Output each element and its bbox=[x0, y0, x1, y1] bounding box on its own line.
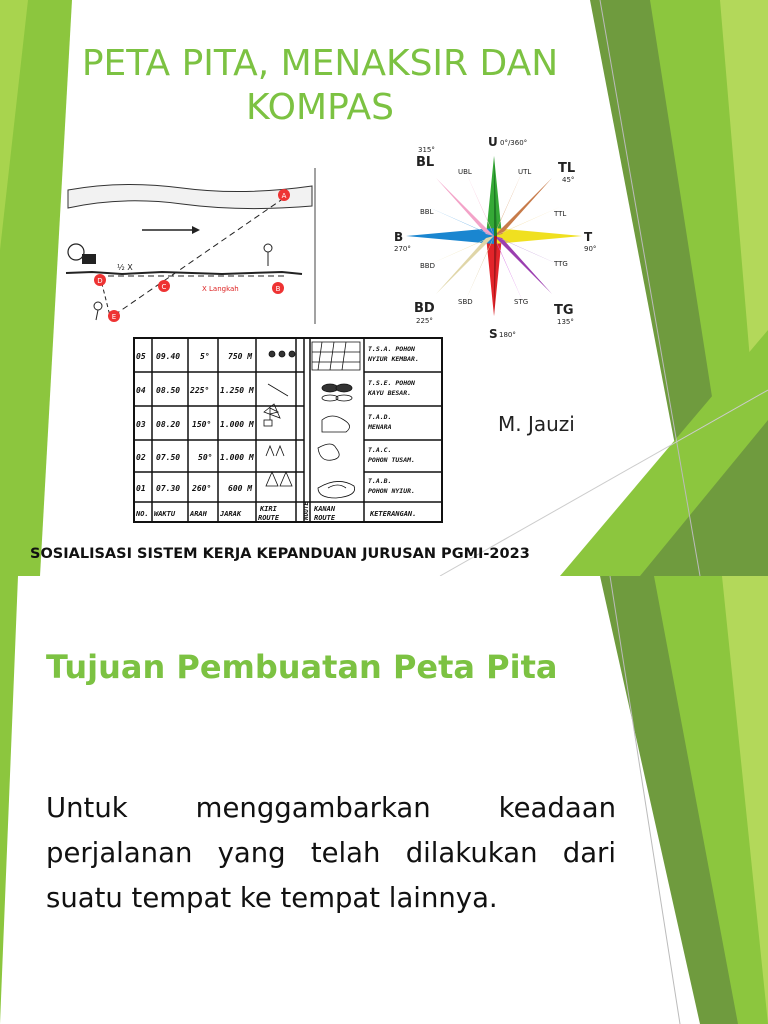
header-keterangan: KETERANGAN. bbox=[370, 510, 417, 518]
measuring-sketch bbox=[62, 168, 322, 328]
cell-keterangan: T.A.B. bbox=[368, 477, 392, 485]
compass-stg-label: STG bbox=[514, 298, 529, 306]
cell-keterangan: POHON TUSAM. bbox=[368, 456, 415, 464]
cell-jarak: 1.000 M bbox=[220, 420, 254, 429]
compass-bl-label: BL bbox=[416, 155, 435, 170]
compass-utl-label: UTL bbox=[518, 168, 532, 176]
compass-ttg-label: TTG bbox=[554, 260, 568, 268]
cell-arah: 50° bbox=[198, 453, 213, 462]
compass-b-label: B bbox=[394, 230, 404, 244]
header-waktu: WAKTU bbox=[154, 510, 176, 518]
header-no: NO. bbox=[136, 510, 149, 518]
cell-waktu: 07.30 bbox=[156, 484, 181, 493]
cell-keterangan: KAYU BESAR. bbox=[368, 389, 412, 397]
langkah-label: X Langkah bbox=[202, 285, 239, 293]
compass-bd-deg: 225° bbox=[416, 317, 433, 325]
cell-waktu: 07.50 bbox=[156, 453, 181, 462]
header-kiri-route: ROUTE bbox=[258, 514, 280, 522]
cell-keterangan: T.A.C. bbox=[368, 446, 392, 454]
compass-bbl-label: BBL bbox=[420, 208, 434, 216]
cell-no: 02 bbox=[136, 453, 146, 462]
slide-body-text: Untuk menggambarkan keadaan perjalanan yang telah dilakukan dari suatu tempat ke tempat lainnya. bbox=[46, 792, 616, 914]
cell-keterangan: T.S.A. POHON bbox=[368, 345, 415, 353]
point-e-label: E bbox=[111, 313, 117, 321]
cell-jarak: 600 M bbox=[228, 484, 253, 493]
compass-b-deg: 270° bbox=[394, 245, 411, 253]
slide-title: Tujuan Pembuatan Peta Pita bbox=[46, 648, 558, 686]
compass-ttl-label: TTL bbox=[554, 210, 567, 218]
cell-arah: 150° bbox=[192, 420, 212, 429]
compass-bbd-label: BBD bbox=[420, 262, 435, 270]
compass-tg-label: TG bbox=[554, 303, 574, 318]
cell-arah: 225° bbox=[190, 386, 210, 395]
point-b-label: B bbox=[275, 285, 281, 293]
header-kanan-route: ROUTE bbox=[314, 514, 336, 522]
fraction-label: ½ X bbox=[117, 263, 133, 272]
point-d-label: D bbox=[97, 277, 103, 285]
compass-u-label: U bbox=[488, 135, 498, 149]
header-jarak: JARAK bbox=[220, 510, 242, 518]
compass-tl-deg: 45° bbox=[562, 176, 575, 184]
content-slide bbox=[0, 576, 768, 1024]
point-a-label: A bbox=[281, 192, 287, 200]
cell-jarak: 1.250 M bbox=[220, 386, 254, 395]
slide-title bbox=[60, 42, 580, 130]
point-c-label: C bbox=[161, 283, 167, 291]
cell-arah: 260° bbox=[192, 484, 212, 493]
route-table bbox=[132, 336, 444, 526]
header-kiri: KIRI bbox=[260, 505, 277, 513]
cell-keterangan: MENARA bbox=[368, 423, 392, 431]
cell-keterangan: T.S.E. POHON bbox=[368, 379, 415, 387]
compass-tl-label: TL bbox=[558, 161, 576, 176]
compass-t-label: T bbox=[584, 230, 593, 244]
compass-bl-deg: 315° bbox=[418, 146, 435, 154]
cell-arah: 5° bbox=[200, 352, 210, 361]
compass-bd-label: BD bbox=[414, 301, 435, 316]
compass-tg-deg: 135° bbox=[557, 318, 574, 326]
author-name: M. Jauzi bbox=[498, 412, 575, 436]
cell-waktu: 08.50 bbox=[156, 386, 181, 395]
title-line-1: PETA PITA, MENAKSIR DAN bbox=[81, 43, 559, 84]
title-line-2: KOMPAS bbox=[246, 87, 394, 128]
cell-jarak: 750 M bbox=[228, 352, 253, 361]
cell-no: 03 bbox=[136, 420, 146, 429]
cell-keterangan: POHON NYIUR. bbox=[368, 487, 415, 495]
compass-ubl-label: UBL bbox=[458, 168, 472, 176]
header-kanan: KANAN bbox=[314, 505, 336, 513]
cell-no: 04 bbox=[136, 386, 146, 395]
compass-rose bbox=[390, 134, 602, 342]
cell-waktu: 08.20 bbox=[156, 420, 181, 429]
cell-keterangan: T.A.D. bbox=[368, 413, 392, 421]
compass-u-deg: 0°/360° bbox=[500, 139, 528, 147]
compass-t-deg: 90° bbox=[584, 245, 597, 253]
compass-sbd-label: SBD bbox=[458, 298, 473, 306]
cell-waktu: 09.40 bbox=[156, 352, 181, 361]
footer-text: SOSIALISASI SISTEM KERJA KEPANDUAN JURUSAN PGMI-2023 bbox=[30, 546, 530, 562]
compass-s-deg: 180° bbox=[499, 331, 516, 339]
cell-keterangan: NYIUR KEMBAR. bbox=[368, 355, 419, 363]
cell-no: 05 bbox=[136, 352, 146, 361]
header-route: ROUTE bbox=[303, 501, 310, 520]
cell-jarak: 1.000 M bbox=[220, 453, 254, 462]
header-arah: ARAH bbox=[190, 510, 207, 518]
cell-no: 01 bbox=[136, 484, 146, 493]
compass-s-label: S bbox=[489, 327, 498, 341]
